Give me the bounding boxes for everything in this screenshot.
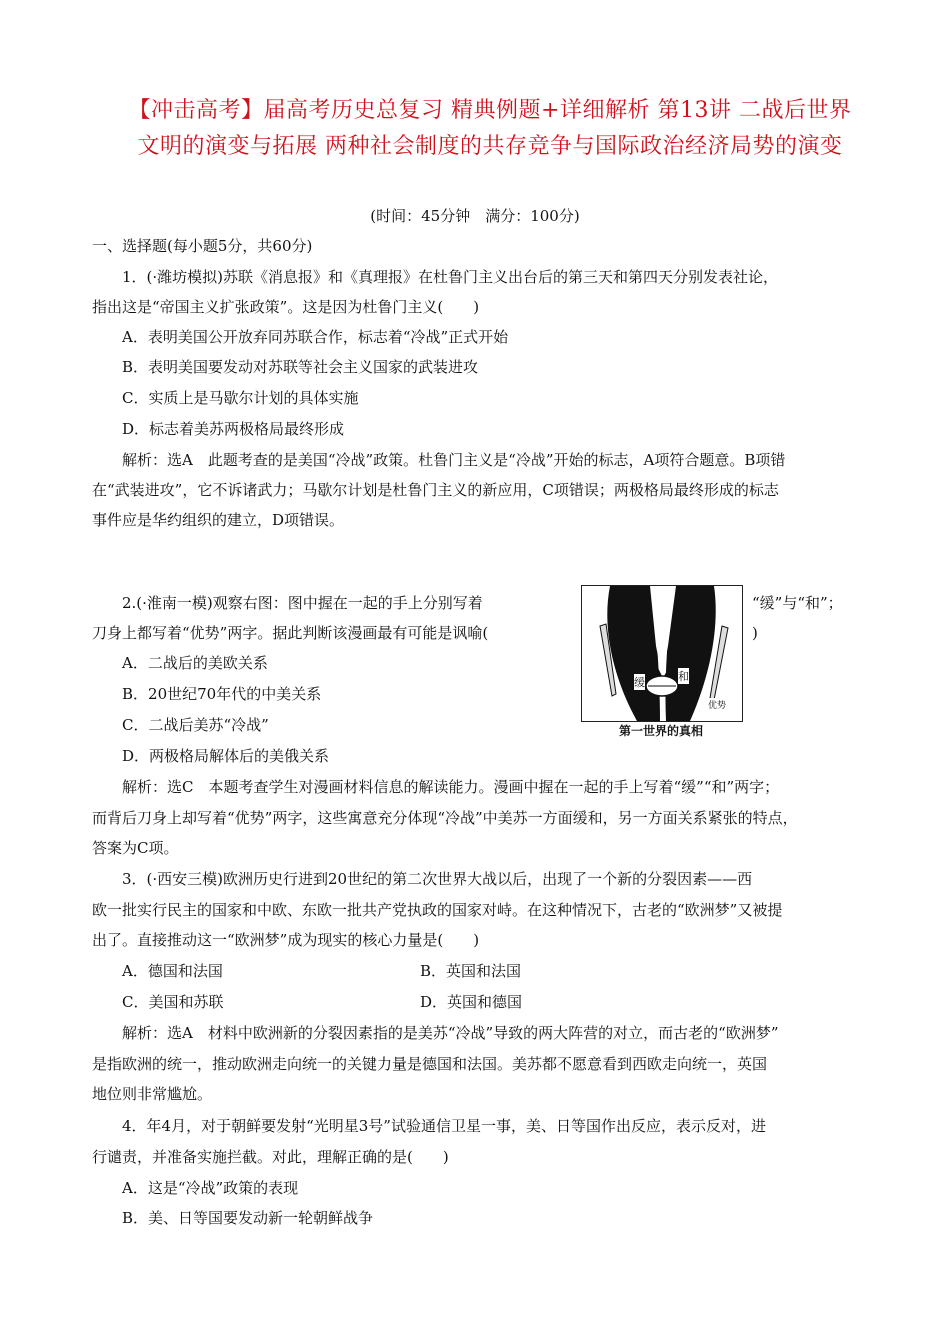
q3-answer-line-2: 是指欧洲的统一，推动欧洲走向统一的关键力量是德国和法国。美苏都不愿意看到西欧走向统一，英国 — [92, 1055, 768, 1073]
q2-answer-line-3: 答案为C项。 — [92, 839, 179, 857]
q3-stem-line-1: 3．(·西安三模)欧洲历史行进到20世纪的第二次世界大战以后，出现了一个新的分裂因素——西 — [122, 870, 753, 888]
q4-option-a: A．这是“冷战”政策的表现 — [122, 1179, 299, 1197]
q2-answer-line-1: 解析：选C 本题考查学生对漫画材料信息的解读能力。漫画中握在一起的手上写着“缓”“和”两字； — [122, 778, 780, 796]
q4-option-b: B．美、日等国要发动新一轮朝鲜战争 — [122, 1209, 374, 1227]
q1-answer-line-1: 解析：选A 此题考查的是美国“冷战”政策。杜鲁门主义是“冷战”开始的标志，A项符合题意。B项错 — [122, 451, 786, 469]
q3-option-b: B．英国和法国 — [420, 962, 522, 980]
q1-answer-line-2: 在“武装进攻”，它不诉诸武力；马歇尔计划是杜鲁门主义的新应用，C项错误；两极格局最终形成的标志 — [92, 481, 779, 499]
q2-option-d: D．两极格局解体后的美俄关系 — [122, 747, 330, 765]
q3-option-a: A．德国和法国 — [122, 962, 223, 980]
cartoon-hand-label-right: 和 — [678, 670, 689, 683]
q3-option-d: D．英国和德国 — [420, 993, 523, 1011]
document-title — [90, 93, 890, 165]
cartoon-caption: 第一世界的真相 — [618, 724, 703, 738]
q1-stem-line-2: 指出这是“帝国主义扩张政策”。这是因为杜鲁门主义( ) — [92, 298, 480, 316]
title-line-1: 【冲击高考】届高考历史总复习 精典例题+详细解析 第13讲 二战后世界 — [128, 98, 852, 123]
q1-option-d: D．标志着美苏两极格局最终形成 — [122, 420, 345, 438]
q3-stem-line-3: 出了。直接推动这一“欧洲梦”成为现实的核心力量是( ) — [92, 931, 480, 949]
q4-stem-line-1: 4．年4月，对于朝鲜要发射“光明星3号”试验通信卫星一事，美、日等国作出反应，表示反对，进 — [122, 1117, 766, 1135]
section-heading: 一、选择题(每小题5分，共60分) — [92, 237, 313, 255]
cartoon-hand-label-left: 缓 — [634, 676, 645, 689]
exam-meta: (时间：45分钟 满分：100分) — [370, 207, 580, 225]
political-cartoon — [581, 585, 743, 722]
q2-option-b: B．20世纪70年代的中美关系 — [122, 685, 322, 703]
q3-option-c: C．美国和苏联 — [122, 993, 224, 1011]
q2-stem-line-1-tail: “缓”与“和”； — [752, 594, 843, 612]
q2-stem-line-2-tail: ) — [752, 624, 758, 642]
q1-option-b: B．表明美国要发动对苏联等社会主义国家的武装进攻 — [122, 358, 479, 376]
q3-answer-line-1: 解析：选A 材料中欧洲新的分裂因素指的是美苏“冷战”导致的两大阵营的对立，而古老的“欧洲梦” — [122, 1024, 779, 1042]
cartoon-blade-label: 优势 — [708, 698, 726, 711]
q1-option-a: A．表明美国公开放弃同苏联合作，标志着“冷战”正式开始 — [122, 328, 509, 346]
title-line-2: 文明的演变与拓展 两种社会制度的共存竞争与国际政治经济局势的演变 — [137, 134, 843, 159]
q1-stem-line-1: 1．(·潍坊模拟)苏联《消息报》和《真理报》在杜鲁门主义出台后的第三天和第四天分别发表社论， — [122, 268, 779, 286]
q1-answer-line-3: 事件应是华约组织的建立，D项错误。 — [92, 511, 345, 529]
q3-stem-line-2: 欧一批实行民主的国家和中欧、东欧一批共产党执政的国家对峙。在这种情况下，古老的“欧洲梦”又被提 — [92, 901, 783, 919]
q1-option-c: C．实质上是马歇尔计划的具体实施 — [122, 389, 359, 407]
q2-stem-line-2: 刀身上都写着“优势”两字。据此判断该漫画最有可能是讽喻( — [92, 624, 489, 642]
q3-answer-line-3: 地位则非常尴尬。 — [92, 1085, 213, 1103]
q2-answer-line-2: 而背后刀身上却写着“优势”两字，这些寓意充分体现“冷战”中美苏一方面缓和，另一方面关系紧张的特点， — [92, 809, 798, 827]
q2-stem-line-1: 2.(·淮南一模)观察右图：图中握在一起的手上分别写着 — [122, 594, 483, 612]
q2-option-a: A．二战后的美欧关系 — [122, 654, 268, 672]
q2-option-c: C．二战后美苏“冷战” — [122, 716, 269, 734]
q4-stem-line-2: 行谴责，并准备实施拦截。对此，理解正确的是( ) — [92, 1148, 449, 1166]
